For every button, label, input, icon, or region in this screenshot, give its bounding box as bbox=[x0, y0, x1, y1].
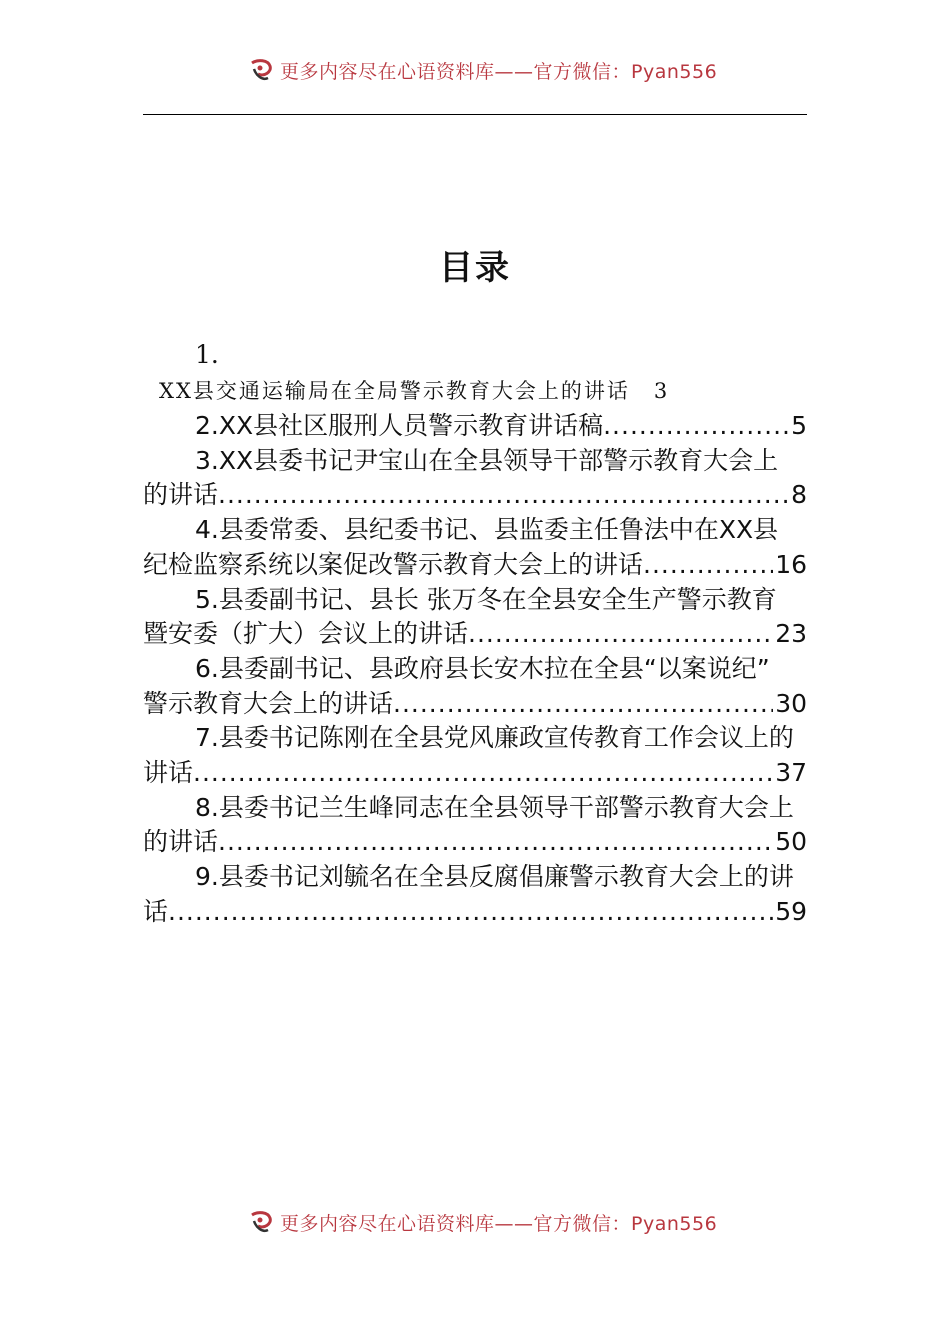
header-divider bbox=[143, 114, 807, 115]
toc-entry-8-line1[interactable]: 8.县委书记兰生峰同志在全县领导干部警示教育大会上 bbox=[195, 793, 794, 822]
header-watermark bbox=[248, 56, 717, 84]
toc-entry-9-page: 59 bbox=[775, 897, 807, 926]
toc-entry-7-title: 讲话 bbox=[143, 758, 194, 787]
toc-entry-6[interactable] bbox=[143, 687, 807, 721]
toc-entry-5-title: 暨安委（扩大）会议上的讲话 bbox=[143, 619, 469, 648]
toc-entry-1-title: XX县交通运输局在全局警示教育大会上的讲话 bbox=[159, 379, 630, 403]
toc-entry-3[interactable] bbox=[143, 478, 807, 512]
toc-leader-dots bbox=[193, 756, 773, 790]
toc-entry-4[interactable] bbox=[143, 548, 807, 582]
toc-entry-3-title: 的讲话 bbox=[143, 480, 219, 509]
footer-watermark bbox=[248, 1208, 717, 1236]
page-title: 目录 bbox=[439, 248, 511, 288]
toc-entry-4-page: 16 bbox=[775, 550, 807, 579]
toc-entry-7-line1[interactable]: 7.县委书记陈刚在全县党风廉政宣传教育工作会议上的 bbox=[195, 723, 794, 752]
toc-entry-8-title: 的讲话 bbox=[143, 827, 219, 856]
toc-entry-6-line1[interactable]: 6.县委副书记、县政府县长安木拉在全县“以案说纪” bbox=[195, 654, 770, 683]
toc-leader-dots bbox=[168, 895, 773, 929]
toc-leader-dots bbox=[643, 548, 773, 582]
toc-entry-4-line1[interactable]: 4.县委常委、县纪委书记、县监委主任鲁法中在XX县 bbox=[195, 515, 779, 544]
toc-entry-2-page: 5 bbox=[791, 411, 807, 440]
toc-entry-9-line1[interactable]: 9.县委书记刘毓名在全县反腐倡廉警示教育大会上的讲 bbox=[195, 862, 794, 891]
logo-icon bbox=[248, 57, 274, 83]
toc-leader-dots bbox=[218, 478, 789, 512]
toc-entry-1-page: 3 bbox=[653, 379, 670, 403]
toc-entry-1[interactable] bbox=[159, 374, 759, 408]
toc-entry-2[interactable] bbox=[143, 409, 807, 443]
watermark-text: 更多内容尽在心语资料库——官方微信：Pyan556 bbox=[280, 1212, 718, 1235]
watermark-text: 更多内容尽在心语资料库——官方微信：Pyan556 bbox=[280, 60, 718, 83]
toc-entry-5-page: 23 bbox=[775, 619, 807, 648]
toc-entry-4-title: 纪检监察系统以案促改警示教育大会上的讲话 bbox=[143, 550, 644, 579]
toc-leader-dots bbox=[603, 409, 789, 443]
toc-entry-9-title: 话 bbox=[143, 897, 169, 926]
toc-entry-6-page: 30 bbox=[775, 689, 807, 718]
toc-leader-dots bbox=[218, 825, 773, 859]
toc-leader-dots bbox=[393, 687, 773, 721]
toc-entry-6-title: 警示教育大会上的讲话 bbox=[143, 689, 394, 718]
toc-leader-dots bbox=[468, 617, 773, 651]
toc-entry-8[interactable] bbox=[143, 825, 807, 859]
logo-icon bbox=[248, 1209, 274, 1235]
toc-entry-7-page: 37 bbox=[775, 758, 807, 787]
toc-entry-3-page: 8 bbox=[791, 480, 807, 509]
toc-entry-7[interactable] bbox=[143, 756, 807, 790]
toc-entry-9[interactable] bbox=[143, 895, 807, 929]
toc-entry-3-line1[interactable]: 3.XX县委书记尹宝山在全县领导干部警示教育大会上 bbox=[195, 446, 779, 475]
toc-entry-5[interactable] bbox=[143, 617, 807, 651]
toc-entry-1-number[interactable]: 1. bbox=[195, 340, 219, 369]
toc-entry-5-line1[interactable]: 5.县委副书记、县长 张万冬在全县安全生产警示教育 bbox=[195, 585, 777, 614]
toc-entry-8-page: 50 bbox=[775, 827, 807, 856]
toc-entry-2-title: 2.XX县社区服刑人员警示教育讲话稿 bbox=[195, 411, 604, 440]
